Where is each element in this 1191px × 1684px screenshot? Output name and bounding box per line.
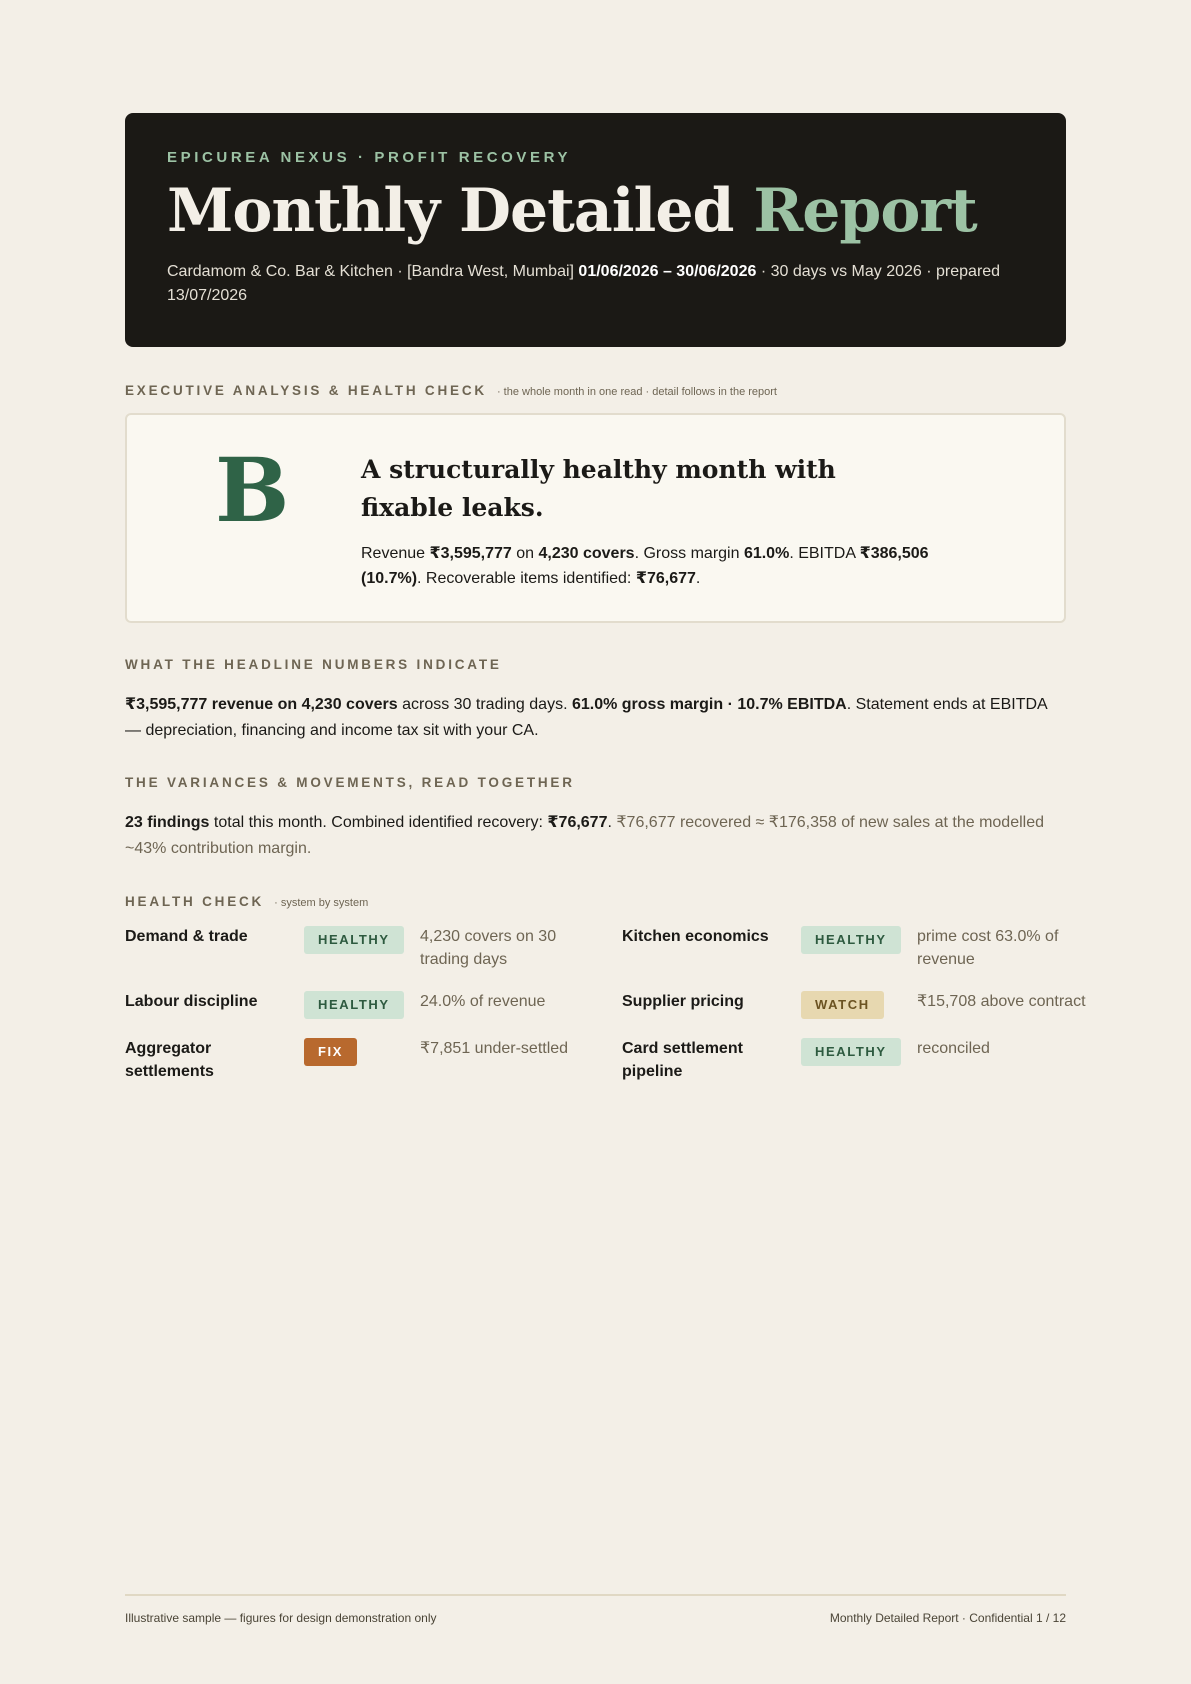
paragraph-text: . Statement ends at EBITDA — depreciation, financing and income tax sit with your CA. (125, 696, 1047, 739)
report-meta (167, 260, 1037, 308)
summary-revenue: ₹3,595,777 (429, 545, 512, 562)
recovery-total: ₹76,677 (547, 814, 608, 831)
summary-text: on (511, 545, 539, 562)
system-note: prime cost 63.0% of revenue (917, 928, 1059, 968)
summary-covers: 4,230 covers (538, 545, 635, 562)
grade-card (125, 413, 1066, 623)
grade-summary (361, 541, 941, 591)
system-name: Card settlement pipeline (622, 1040, 743, 1080)
summary-text: . (695, 570, 701, 587)
title-main: Monthly Detailed (167, 176, 734, 246)
section-heading-executive (125, 383, 777, 398)
heading-text: EXECUTIVE ANALYSIS & HEALTH CHECK (125, 383, 487, 398)
system-note: ₹15,708 above contract (917, 993, 1086, 1010)
page-title (167, 176, 1024, 246)
system-name: Aggregator settlements (125, 1040, 214, 1080)
health-row (125, 990, 1085, 1040)
brand-eyebrow: EPICUREA NEXUS · PROFIT RECOVERY (167, 149, 572, 166)
paragraph-text: across 30 trading days. (397, 696, 572, 713)
heading-text: HEALTH CHECK (125, 894, 265, 909)
recovery-equivalent: ₹76,677 recovered ≈ ₹176,358 of new sales at the modelled ~43% contribution margin. (125, 814, 1045, 857)
status-badge: FIX (304, 1038, 357, 1066)
findings-count: 23 findings (125, 814, 210, 831)
summary-ebitda: ₹386,506 (10.7%) (361, 545, 929, 587)
grade-letter: B (215, 438, 290, 542)
summary-gross-margin: 61.0% (743, 545, 790, 562)
system-note: reconciled (917, 1040, 990, 1057)
system-name: Supplier pricing (622, 993, 744, 1010)
venue-name: Cardamom & Co. Bar & Kitchen · [Bandra West, Mumbai] (167, 263, 574, 280)
section-heading-health (125, 894, 368, 909)
report-days: · 30 days (760, 263, 827, 280)
system-name: Demand & trade (125, 928, 248, 945)
section-heading-headline: WHAT THE HEADLINE NUMBERS INDICATE (125, 657, 502, 672)
status-badge: HEALTHY (801, 926, 901, 954)
health-row (125, 925, 1085, 975)
summary-text: . Recoverable items identified: (417, 570, 636, 587)
paragraph-text: total this month. Combined identified recovery: (209, 814, 548, 831)
summary-recoverable: ₹76,677 (635, 570, 696, 587)
section-heading-variances: THE VARIANCES & MOVEMENTS, READ TOGETHER (125, 775, 575, 790)
summary-text: . Gross margin (634, 545, 744, 562)
report-header (125, 113, 1066, 347)
variances-paragraph (125, 810, 1066, 862)
headline-margins: 61.0% gross margin · 10.7% EBITDA (571, 696, 847, 713)
footer-divider (125, 1594, 1066, 1596)
title-accent: Report (753, 176, 977, 246)
status-badge: WATCH (801, 991, 884, 1019)
system-note: ₹7,851 under-settled (420, 1040, 569, 1057)
system-name: Labour discipline (125, 993, 258, 1010)
heading-subtext: · the whole month in one read · detail follows in the report (496, 386, 777, 398)
status-badge: HEALTHY (304, 991, 404, 1019)
footer-page-info: Monthly Detailed Report · Confidential 1 / 12 (829, 1611, 1066, 1625)
system-note: 24.0% of revenue (420, 993, 546, 1010)
heading-subtext: · system by system (274, 897, 369, 909)
status-badge: HEALTHY (304, 926, 404, 954)
report-period: 01/06/2026 – 30/06/2026 (578, 263, 757, 280)
health-row (125, 1037, 1085, 1087)
summary-text: . EBITDA (789, 545, 860, 562)
footer-disclaimer: Illustrative sample — figures for design demonstration only (125, 1611, 437, 1625)
report-compare: vs May 2026 · prepared 13/07/2026 (167, 263, 1001, 304)
headline-paragraph (125, 692, 1066, 744)
grade-title: A structurally healthy month with fixable leaks. (361, 455, 836, 522)
paragraph-text: . (607, 814, 617, 831)
system-note: 4,230 covers on 30 trading days (420, 928, 557, 968)
status-badge: HEALTHY (801, 1038, 901, 1066)
system-name: Kitchen economics (622, 928, 769, 945)
headline-revenue: ₹3,595,777 revenue on 4,230 covers (125, 696, 398, 713)
summary-text: Revenue (361, 545, 430, 562)
